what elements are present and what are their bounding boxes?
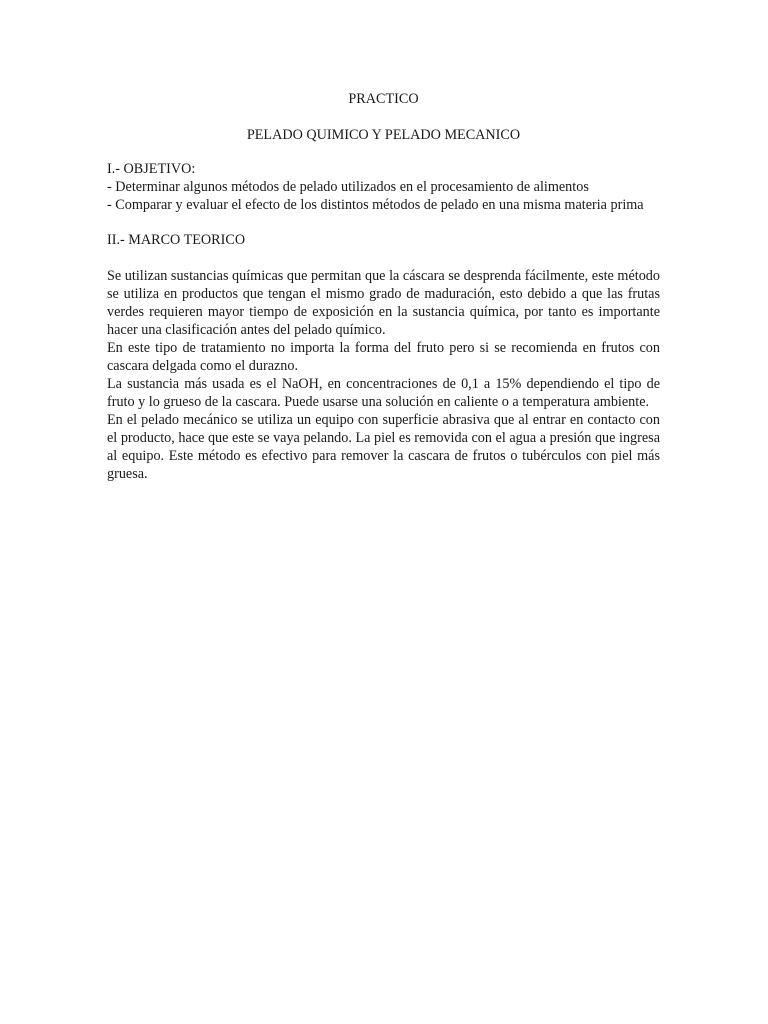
section-marco-teorico bbox=[107, 231, 660, 483]
document-subtitle: PELADO QUIMICO Y PELADO MECANICO bbox=[246, 127, 521, 143]
objective-item: - Comparar y evaluar el efecto de los distintos métodos de pelado en una misma materia prima bbox=[107, 197, 644, 213]
document-title: PRACTICO bbox=[348, 91, 419, 107]
paragraph-spacer bbox=[107, 249, 660, 267]
document-content bbox=[107, 90, 660, 483]
objective-item: - Determinar algunos métodos de pelado utilizados en el procesamiento de alimentos bbox=[107, 179, 589, 195]
section-objetivo bbox=[107, 160, 660, 214]
section-heading-marco-teorico: II.- MARCO TEORICO bbox=[107, 232, 246, 248]
body-paragraph: En el pelado mecánico se utiliza un equipo con superficie abrasiva que al entrar en contacto con el producto, hace que este se vaya pelando. La piel es removida con el agua a presión que ingresa al equipo. Este método es efectivo para remover la cascara de frutos o tubérculos con piel más gruesa. bbox=[107, 412, 660, 482]
section-heading-objetivo: I.- OBJETIVO: bbox=[107, 161, 196, 177]
body-paragraph: En este tipo de tratamiento no importa la forma del fruto pero si se recomienda en frutos con cascara delgada como el durazno. bbox=[107, 340, 660, 374]
section-spacer bbox=[107, 214, 660, 231]
body-paragraph: La sustancia más usada es el NaOH, en concentraciones de 0,1 a 15% dependiendo el tipo de fruto y lo grueso de la cascara. Puede usarse una solución en caliente o a temperatura ambiente. bbox=[107, 376, 660, 410]
body-paragraph: Se utilizan sustancias químicas que permitan que la cáscara se desprenda fácilmente, este método se utiliza en productos que tengan el mismo grado de maduración, esto debido a que las frutas verdes requieren mayor tiempo de exposición en la sustancia química, por tanto es importante hacer una clasificación antes del pelado químico. bbox=[107, 268, 660, 338]
